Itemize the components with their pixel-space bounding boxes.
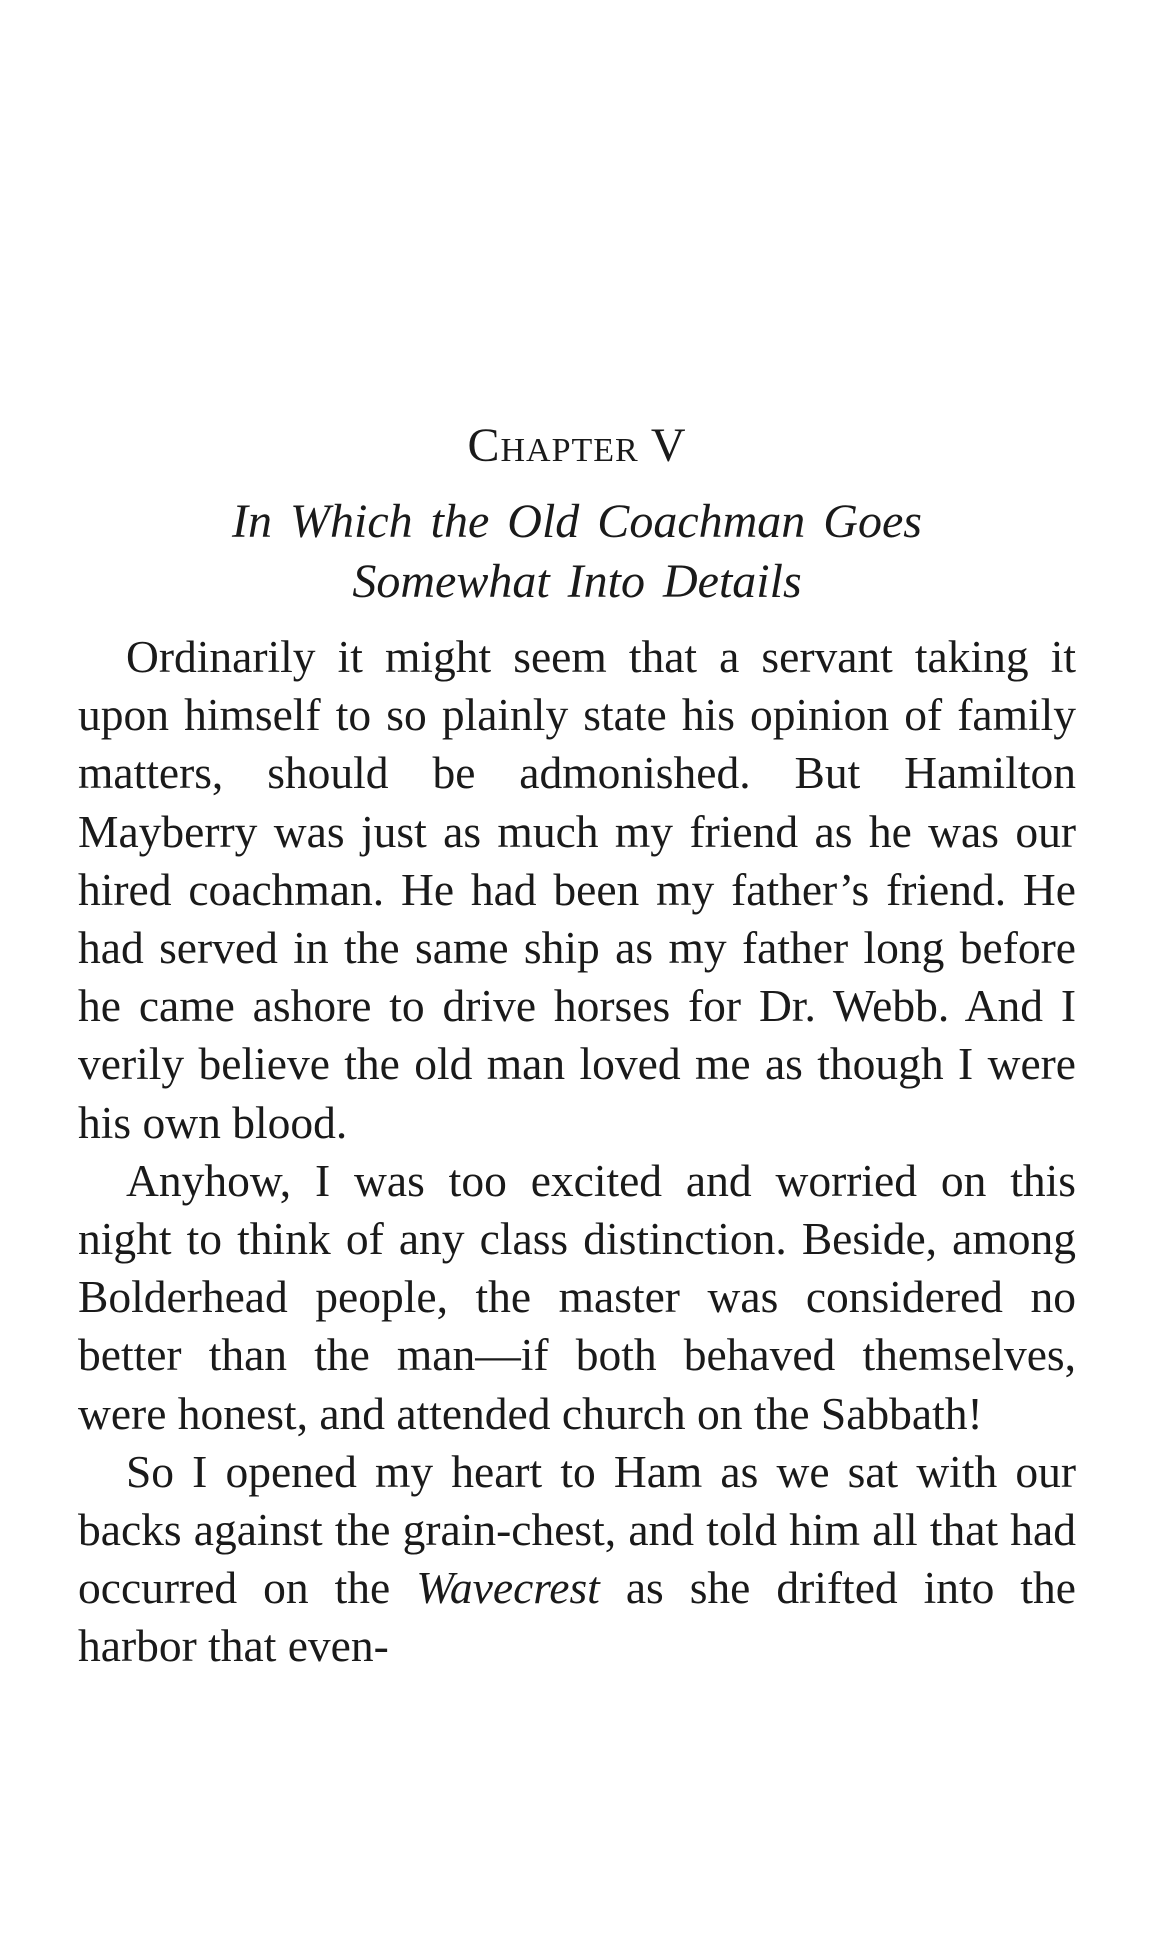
chapter-number: V xyxy=(650,419,687,472)
paragraph-3-text-after: as she drifted into the harbor that even- xyxy=(78,1562,1076,1672)
chapter-title-line-1: In Which the Old Coachman Goes xyxy=(232,495,922,548)
chapter-label: Chapter xyxy=(467,419,639,472)
paragraph-3 xyxy=(78,1443,1076,1676)
paragraph-3-text-before: So I opened my heart to Ham as we sat with our backs against the grain-chest, and told him all that had occurred on the xyxy=(78,1445,1076,1614)
paragraph-2: Anyhow, I was too excited and worried on this night to think of any class distinction. Beside, among Bolderhead people, the master was considered no better than the man—if both behaved themselves, were honest, and attended church on the Sabbath! xyxy=(78,1154,1076,1439)
chapter-title-line-2: Somewhat Into Details xyxy=(352,555,802,608)
chapter-body xyxy=(78,628,1076,1676)
chapter-title xyxy=(0,492,1154,612)
chapter-heading xyxy=(0,418,1154,473)
paragraph-1: Ordinarily it might seem that a servant taking it upon himself to so plainly state his opinion of family matters, should be admonished. But Hamilton Mayberry was just as much my friend as he was our hired coachman. He had been my father’s friend. He had served in the same ship as my father long before he came ashore to drive horses for Dr. Webb. And I verily believe the old man loved me as though I were his own blood. xyxy=(78,631,1076,1148)
ship-name: Wavecrest xyxy=(416,1562,600,1614)
